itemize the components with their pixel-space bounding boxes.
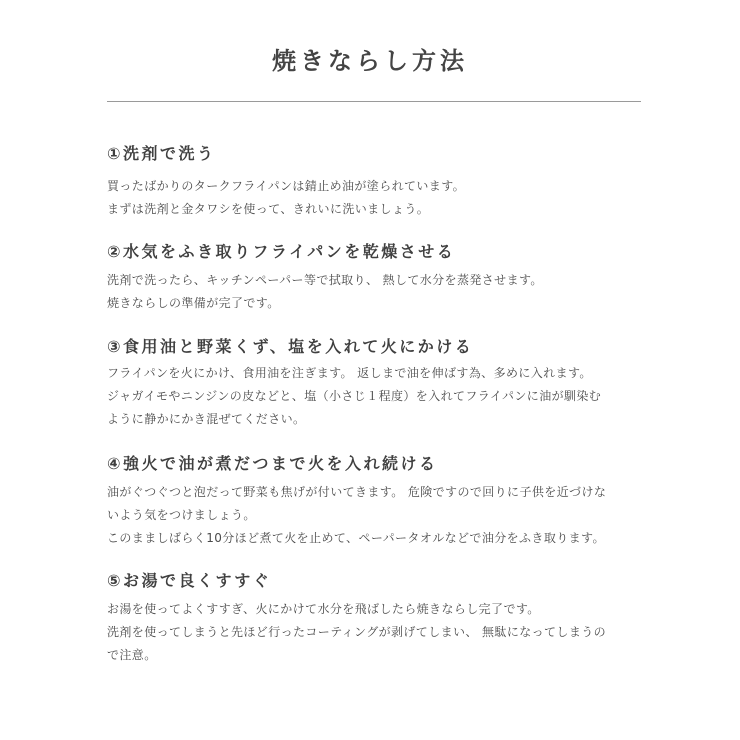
step-1-section [107,143,647,221]
step-3-section [107,336,647,431]
step-1-line-2: まずは洗剤と金タワシを使って、きれいに洗いましょう。 [107,202,430,216]
step-4-section [107,453,647,550]
step-3-line-1: フライパンを火にかけ、食用油を注ぎます。 返しまで油を伸ばす為、多めに入れます。 [107,366,592,380]
title-divider [107,101,641,102]
step-2-heading: ②水気をふき取りフライパンを乾燥させる [107,242,456,261]
step-3-body [107,362,647,431]
step-2-line-2: 焼きならしの準備が完了です。 [107,296,280,310]
step-4-body [107,481,647,550]
step-5-heading: ⑤お湯で良くすすぐ [107,571,272,590]
step-3-line-2: ジャガイモやニンジンの皮などと、塩（小さじ１程度）を入れてフライパンに油が馴染む [107,389,602,403]
step-2-line-1: 洗剤で洗ったら、キッチンペーパー等で拭取り、 熱して水分を蒸発させます。 [107,273,543,287]
step-2-section [107,241,647,315]
step-4-line-2: いよう気をつけましょう。 [107,508,256,522]
step-4-line-1: 油がぐつぐつと泡だって野菜も焦げが付いてきます。 危険ですので回りに子供を近づけな [107,485,607,499]
step-5-body [107,598,647,667]
step-3-heading: ③食用油と野菜くず、塩を入れて火にかける [107,337,474,356]
step-4-line-3: このまましばらく10分ほど煮て火を止めて、ペーパータオルなどで油分をふき取ります。 [107,531,605,545]
step-5-section [107,570,647,667]
step-5-line-3: で注意。 [107,648,157,662]
step-5-line-2: 洗剤を使ってしまうと先ほど行ったコーティングが剥げてしまい、 無駄になってしまうの [107,625,607,639]
step-2-body [107,269,647,315]
page-title: 焼きならし方法 [272,47,468,75]
step-3-line-3: ように静かにかき混ぜてください。 [107,412,306,426]
step-1-heading: ①洗剤で洗う [107,144,216,163]
step-4-heading: ④強火で油が煮だつまで火を入れ続ける [107,454,438,473]
step-1-line-1: 買ったばかりのタークフライパンは錆止め油が塗られています。 [107,179,466,193]
step-1-body [107,175,647,221]
step-5-line-1: お湯を使ってよくすすぎ、火にかけて水分を飛ばしたら焼きならし完了です。 [107,602,540,616]
